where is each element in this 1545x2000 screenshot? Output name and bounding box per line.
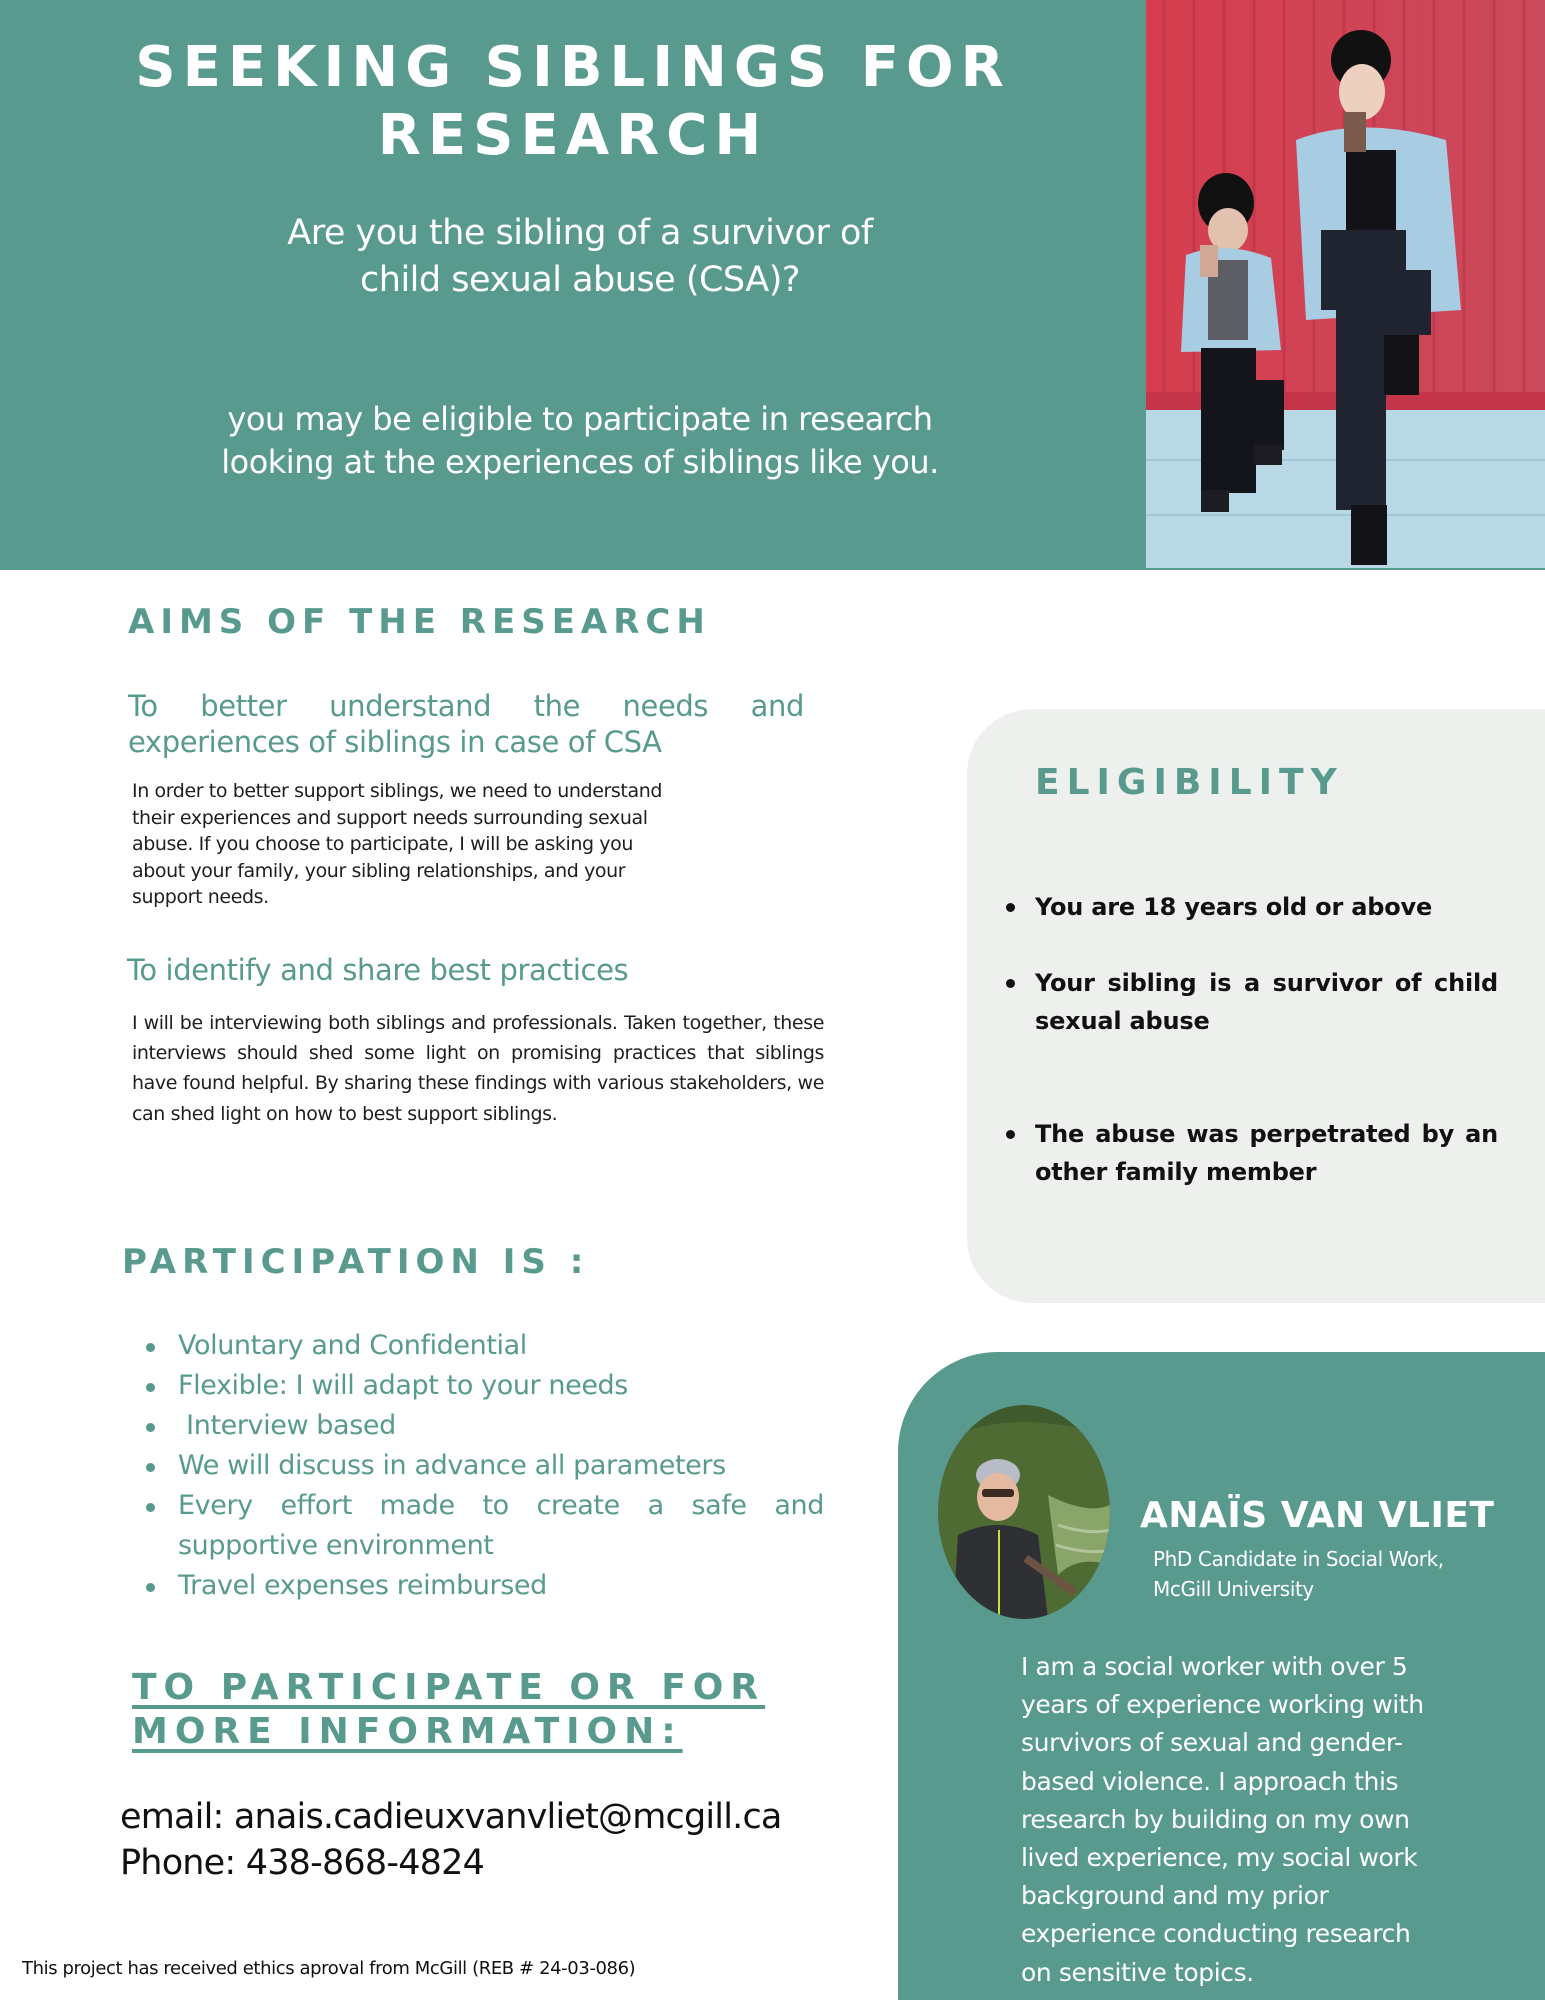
- bullet-icon: [1006, 903, 1015, 912]
- participation-item-text: Travel expenses reimbursed: [178, 1570, 547, 1601]
- participation-item-text: Every effort made to create a safe and supportive environment: [178, 1490, 824, 1561]
- contact-heading: [132, 1666, 832, 1754]
- participation-item-text: We will discuss in advance all parameters: [178, 1450, 726, 1481]
- participation-item: [140, 1406, 824, 1446]
- participation-item: [140, 1326, 824, 1366]
- siblings-photo-illustration: [1146, 0, 1545, 568]
- researcher-portrait-icon: [938, 1405, 1110, 1619]
- aim-1-text: [132, 778, 812, 911]
- contact-phone-link[interactable]: Phone: 438-868-4824: [120, 1843, 485, 1883]
- title-line-2: RESEARCH: [377, 103, 769, 168]
- eligibility-heading: ELIGIBILITY: [1035, 762, 1344, 803]
- page-title: [0, 34, 1146, 170]
- bullet-icon: [146, 1463, 155, 1472]
- participation-item-text: Voluntary and Confidential: [178, 1330, 527, 1361]
- eligibility-item: [1000, 964, 1498, 1040]
- siblings-photo-icon: [1146, 0, 1545, 568]
- participation-item: [140, 1446, 824, 1486]
- contact-email-link[interactable]: email: anais.cadieuxvanvliet@mcgill.ca: [120, 1797, 782, 1837]
- aims-heading: AIMS OF THE RESEARCH: [128, 602, 711, 642]
- bullet-icon: [146, 1343, 155, 1352]
- aim-1-line: their experiences and support needs surrounding sexual: [132, 806, 648, 829]
- aim-2-title: To identify and share best practices: [127, 953, 629, 987]
- eligibility-item: [1000, 1115, 1498, 1191]
- participation-item-text: Flexible: I will adapt to your needs: [178, 1370, 628, 1401]
- bullet-icon: [146, 1423, 155, 1432]
- eligibility-item-text: Your sibling is a survivor of child sexual abuse: [1035, 969, 1498, 1035]
- aim-1-line: about your family, your sibling relationships, and your: [132, 859, 626, 882]
- researcher-role: PhD Candidate in Social Work, McGill University: [1153, 1547, 1444, 1601]
- bullet-icon: [146, 1503, 155, 1512]
- participation-item-text: Interview based: [178, 1410, 396, 1441]
- eligibility-item-text: You are 18 years old or above: [1035, 893, 1433, 921]
- bullet-icon: [146, 1583, 155, 1592]
- hero-eligibility-text: you may be eligible to participate in research looking at the experiences of siblings like you.: [221, 400, 939, 481]
- eligibility-item: [1000, 888, 1498, 926]
- hero-question: Are you the sibling of a survivor of child sexual abuse (CSA)?: [287, 213, 873, 300]
- researcher-portrait-illustration: [938, 1405, 1110, 1619]
- researcher-name: ANAÏS VAN VLIET: [1140, 1495, 1495, 1536]
- bullet-icon: [1006, 1130, 1015, 1139]
- researcher-bio: I am a social worker with over 5 years of experience working with survivors of sexual and gender- based violence. I approach this research by building on my own lived experience, my social work background and my prior experience conducting research on sensitive topics.: [1021, 1652, 1424, 1987]
- bullet-icon: [146, 1383, 155, 1392]
- participation-item: [140, 1366, 824, 1406]
- participation-list: [140, 1326, 824, 1606]
- aim-1-title: To better understand the needs and experiences of siblings in case of CSA: [128, 689, 804, 759]
- aim-1-line: support needs.: [132, 886, 269, 908]
- aim-2-text: I will be interviewing both siblings and professionals. Taken together, these interviews should shed some light on promising practices that siblings have found helpful. By sharing these findings with various stakeholders, we can shed light on how to best support siblings.: [132, 1012, 824, 1125]
- title-line-1: SEEKING SIBLINGS FOR: [135, 35, 1011, 100]
- bullet-icon: [1006, 979, 1015, 988]
- participation-item: [140, 1486, 824, 1566]
- aim-1-line: abuse. If you choose to participate, I will be asking you: [132, 833, 633, 855]
- aim-1-line: In order to better support siblings, we need to understand: [132, 780, 662, 802]
- participation-item: [140, 1566, 824, 1606]
- contact-heading-line-2: MORE INFORMATION:: [132, 1711, 683, 1752]
- ethics-note: This project has received ethics aproval from McGill (REB # 24-03-086): [22, 1958, 636, 1979]
- eligibility-item-text: The abuse was perpetrated by an other family member: [1035, 1120, 1498, 1186]
- participation-heading: PARTICIPATION IS :: [122, 1242, 590, 1282]
- contact-heading-line-1: TO PARTICIPATE OR FOR: [132, 1667, 766, 1708]
